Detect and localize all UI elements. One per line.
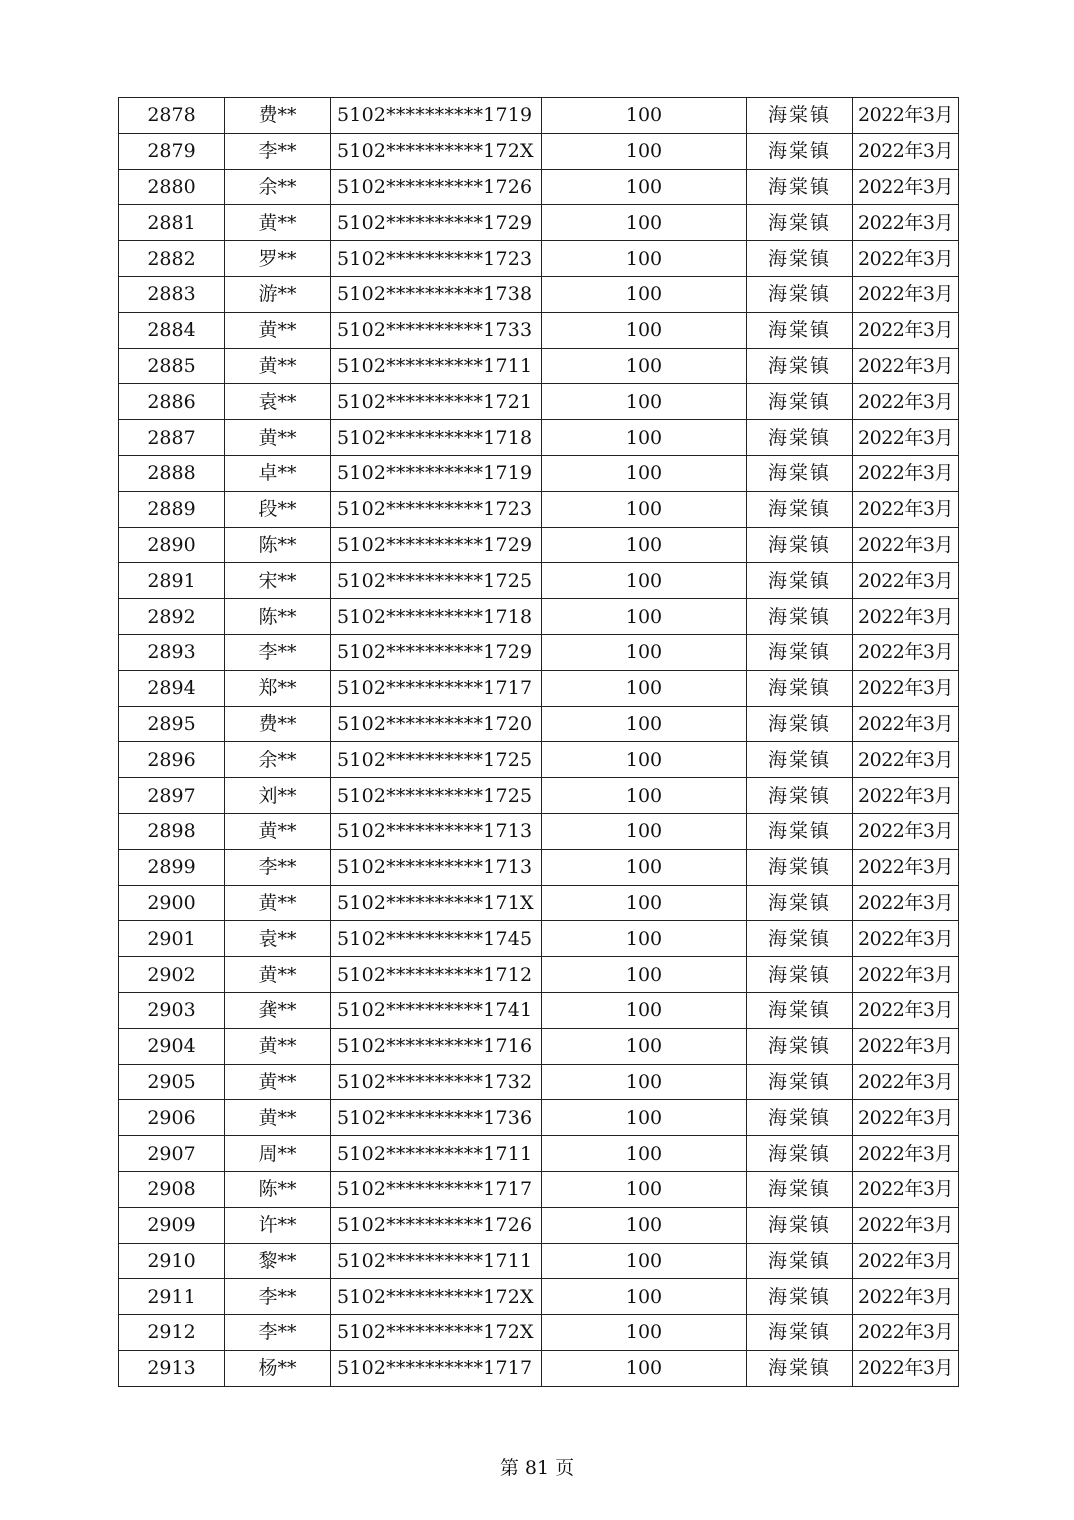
row-id-number-cell: 5102**********1725 — [331, 778, 542, 814]
row-amount-cell: 100 — [542, 706, 747, 742]
row-id-number-cell: 5102**********1720 — [331, 706, 542, 742]
row-seq-cell: 2913 — [119, 1350, 225, 1386]
row-date-cell: 2022年3月 — [853, 491, 959, 527]
row-id-number-cell: 5102**********172X — [331, 1315, 542, 1351]
row-town-cell: 海棠镇 — [747, 599, 853, 635]
row-name-cell: 袁** — [225, 921, 331, 957]
row-name-cell: 余** — [225, 742, 331, 778]
row-town-cell: 海棠镇 — [747, 455, 853, 491]
row-date-cell: 2022年3月 — [853, 1028, 959, 1064]
row-id-number-cell: 5102**********1726 — [331, 1207, 542, 1243]
row-name-cell: 游** — [225, 276, 331, 312]
row-date-cell: 2022年3月 — [853, 276, 959, 312]
row-name-cell: 黄** — [225, 1028, 331, 1064]
row-date-cell: 2022年3月 — [853, 384, 959, 420]
row-name-cell: 黄** — [225, 348, 331, 384]
row-seq-cell: 2881 — [119, 205, 225, 241]
row-town-cell: 海棠镇 — [747, 241, 853, 277]
row-amount-cell: 100 — [542, 1064, 747, 1100]
row-seq-cell: 2902 — [119, 957, 225, 993]
row-name-cell: 黄** — [225, 957, 331, 993]
table-row — [119, 241, 959, 277]
row-amount-cell: 100 — [542, 921, 747, 957]
table-row — [119, 527, 959, 563]
row-name-cell: 黄** — [225, 813, 331, 849]
row-id-number-cell: 5102**********1718 — [331, 420, 542, 456]
table-row — [119, 778, 959, 814]
row-name-cell: 郑** — [225, 670, 331, 706]
table-row — [119, 1064, 959, 1100]
row-amount-cell: 100 — [542, 1100, 747, 1136]
row-town-cell: 海棠镇 — [747, 205, 853, 241]
row-name-cell: 龚** — [225, 992, 331, 1028]
table-row — [119, 670, 959, 706]
row-date-cell: 2022年3月 — [853, 420, 959, 456]
row-id-number-cell: 5102**********172X — [331, 1279, 542, 1315]
row-seq-cell: 2901 — [119, 921, 225, 957]
row-id-number-cell: 5102**********1711 — [331, 1136, 542, 1172]
row-name-cell: 黄** — [225, 885, 331, 921]
row-town-cell: 海棠镇 — [747, 1315, 853, 1351]
row-name-cell: 罗** — [225, 241, 331, 277]
row-id-number-cell: 5102**********1745 — [331, 921, 542, 957]
row-amount-cell: 100 — [542, 1136, 747, 1172]
table-row — [119, 1315, 959, 1351]
row-town-cell: 海棠镇 — [747, 1207, 853, 1243]
row-date-cell: 2022年3月 — [853, 849, 959, 885]
table-row — [119, 276, 959, 312]
row-id-number-cell: 5102**********1726 — [331, 169, 542, 205]
table-row — [119, 455, 959, 491]
row-amount-cell: 100 — [542, 1350, 747, 1386]
row-date-cell: 2022年3月 — [853, 1064, 959, 1100]
row-amount-cell: 100 — [542, 778, 747, 814]
row-seq-cell: 2886 — [119, 384, 225, 420]
row-seq-cell: 2896 — [119, 742, 225, 778]
table-row — [119, 1243, 959, 1279]
row-date-cell: 2022年3月 — [853, 992, 959, 1028]
table-row — [119, 706, 959, 742]
page-number: 第 81 页 — [499, 1457, 575, 1479]
row-town-cell: 海棠镇 — [747, 169, 853, 205]
row-seq-cell: 2879 — [119, 133, 225, 169]
row-name-cell: 余** — [225, 169, 331, 205]
row-name-cell: 袁** — [225, 384, 331, 420]
row-town-cell: 海棠镇 — [747, 706, 853, 742]
row-amount-cell: 100 — [542, 634, 747, 670]
table-row — [119, 992, 959, 1028]
records-table — [118, 97, 959, 1387]
row-town-cell: 海棠镇 — [747, 527, 853, 563]
row-date-cell: 2022年3月 — [853, 527, 959, 563]
table-row — [119, 1100, 959, 1136]
table-row — [119, 921, 959, 957]
table-row — [119, 384, 959, 420]
row-id-number-cell: 5102**********172X — [331, 133, 542, 169]
row-amount-cell: 100 — [542, 1171, 747, 1207]
table-row — [119, 599, 959, 635]
row-amount-cell: 100 — [542, 420, 747, 456]
row-date-cell: 2022年3月 — [853, 1207, 959, 1243]
row-amount-cell: 100 — [542, 133, 747, 169]
row-date-cell: 2022年3月 — [853, 778, 959, 814]
table-row — [119, 1136, 959, 1172]
row-town-cell: 海棠镇 — [747, 634, 853, 670]
row-seq-cell: 2894 — [119, 670, 225, 706]
row-town-cell: 海棠镇 — [747, 957, 853, 993]
row-seq-cell: 2878 — [119, 98, 225, 134]
table-row — [119, 133, 959, 169]
row-id-number-cell: 5102**********1732 — [331, 1064, 542, 1100]
table-row — [119, 634, 959, 670]
row-town-cell: 海棠镇 — [747, 98, 853, 134]
row-town-cell: 海棠镇 — [747, 885, 853, 921]
row-date-cell: 2022年3月 — [853, 706, 959, 742]
row-name-cell: 李** — [225, 133, 331, 169]
row-id-number-cell: 5102**********1711 — [331, 348, 542, 384]
row-name-cell: 黄** — [225, 420, 331, 456]
row-amount-cell: 100 — [542, 312, 747, 348]
row-date-cell: 2022年3月 — [853, 241, 959, 277]
row-name-cell: 李** — [225, 1315, 331, 1351]
row-seq-cell: 2912 — [119, 1315, 225, 1351]
row-town-cell: 海棠镇 — [747, 813, 853, 849]
row-seq-cell: 2903 — [119, 992, 225, 1028]
row-id-number-cell: 5102**********1729 — [331, 527, 542, 563]
row-amount-cell: 100 — [542, 992, 747, 1028]
row-date-cell: 2022年3月 — [853, 205, 959, 241]
row-town-cell: 海棠镇 — [747, 1100, 853, 1136]
row-town-cell: 海棠镇 — [747, 1136, 853, 1172]
row-amount-cell: 100 — [542, 1028, 747, 1064]
row-date-cell: 2022年3月 — [853, 1100, 959, 1136]
row-seq-cell: 2897 — [119, 778, 225, 814]
row-town-cell: 海棠镇 — [747, 384, 853, 420]
row-date-cell: 2022年3月 — [853, 957, 959, 993]
row-seq-cell: 2908 — [119, 1171, 225, 1207]
table-row — [119, 1207, 959, 1243]
row-town-cell: 海棠镇 — [747, 420, 853, 456]
row-name-cell: 陈** — [225, 527, 331, 563]
row-name-cell: 周** — [225, 1136, 331, 1172]
row-name-cell: 李** — [225, 634, 331, 670]
row-seq-cell: 2887 — [119, 420, 225, 456]
row-amount-cell: 100 — [542, 276, 747, 312]
row-seq-cell: 2888 — [119, 455, 225, 491]
row-date-cell: 2022年3月 — [853, 348, 959, 384]
table-row — [119, 1350, 959, 1386]
row-date-cell: 2022年3月 — [853, 921, 959, 957]
row-amount-cell: 100 — [542, 563, 747, 599]
row-date-cell: 2022年3月 — [853, 1315, 959, 1351]
row-amount-cell: 100 — [542, 169, 747, 205]
row-town-cell: 海棠镇 — [747, 670, 853, 706]
row-name-cell: 陈** — [225, 1171, 331, 1207]
table-row — [119, 957, 959, 993]
row-name-cell: 许** — [225, 1207, 331, 1243]
table-row — [119, 348, 959, 384]
row-name-cell: 段** — [225, 491, 331, 527]
row-id-number-cell: 5102**********1736 — [331, 1100, 542, 1136]
row-town-cell: 海棠镇 — [747, 742, 853, 778]
row-town-cell: 海棠镇 — [747, 992, 853, 1028]
table-row — [119, 849, 959, 885]
table-row — [119, 420, 959, 456]
row-amount-cell: 100 — [542, 1315, 747, 1351]
row-seq-cell: 2880 — [119, 169, 225, 205]
row-amount-cell: 100 — [542, 1243, 747, 1279]
row-town-cell: 海棠镇 — [747, 1279, 853, 1315]
row-seq-cell: 2905 — [119, 1064, 225, 1100]
row-id-number-cell: 5102**********1738 — [331, 276, 542, 312]
row-date-cell: 2022年3月 — [853, 1171, 959, 1207]
table-row — [119, 885, 959, 921]
row-amount-cell: 100 — [542, 1207, 747, 1243]
row-name-cell: 李** — [225, 1279, 331, 1315]
row-name-cell: 黎** — [225, 1243, 331, 1279]
row-seq-cell: 2884 — [119, 312, 225, 348]
row-seq-cell: 2910 — [119, 1243, 225, 1279]
row-id-number-cell: 5102**********1719 — [331, 98, 542, 134]
row-seq-cell: 2893 — [119, 634, 225, 670]
row-id-number-cell: 5102**********1717 — [331, 1350, 542, 1386]
row-seq-cell: 2906 — [119, 1100, 225, 1136]
row-date-cell: 2022年3月 — [853, 455, 959, 491]
row-name-cell: 刘** — [225, 778, 331, 814]
table-row — [119, 813, 959, 849]
row-town-cell: 海棠镇 — [747, 563, 853, 599]
row-name-cell: 黄** — [225, 1100, 331, 1136]
row-name-cell: 黄** — [225, 312, 331, 348]
row-id-number-cell: 5102**********1711 — [331, 1243, 542, 1279]
row-id-number-cell: 5102**********1729 — [331, 205, 542, 241]
records-table-body — [119, 98, 959, 1387]
row-seq-cell: 2907 — [119, 1136, 225, 1172]
row-date-cell: 2022年3月 — [853, 599, 959, 635]
row-date-cell: 2022年3月 — [853, 563, 959, 599]
row-seq-cell: 2889 — [119, 491, 225, 527]
row-id-number-cell: 5102**********1717 — [331, 670, 542, 706]
row-seq-cell: 2909 — [119, 1207, 225, 1243]
row-town-cell: 海棠镇 — [747, 1243, 853, 1279]
row-date-cell: 2022年3月 — [853, 813, 959, 849]
row-id-number-cell: 5102**********1741 — [331, 992, 542, 1028]
row-name-cell: 费** — [225, 706, 331, 742]
row-id-number-cell: 5102**********1721 — [331, 384, 542, 420]
row-name-cell: 黄** — [225, 205, 331, 241]
row-town-cell: 海棠镇 — [747, 1350, 853, 1386]
row-name-cell: 陈** — [225, 599, 331, 635]
row-town-cell: 海棠镇 — [747, 348, 853, 384]
row-amount-cell: 100 — [542, 455, 747, 491]
row-date-cell: 2022年3月 — [853, 670, 959, 706]
row-town-cell: 海棠镇 — [747, 1064, 853, 1100]
row-town-cell: 海棠镇 — [747, 1028, 853, 1064]
row-name-cell: 李** — [225, 849, 331, 885]
row-town-cell: 海棠镇 — [747, 312, 853, 348]
row-id-number-cell: 5102**********1712 — [331, 957, 542, 993]
row-amount-cell: 100 — [542, 241, 747, 277]
row-amount-cell: 100 — [542, 1279, 747, 1315]
row-amount-cell: 100 — [542, 670, 747, 706]
table-row — [119, 563, 959, 599]
row-amount-cell: 100 — [542, 813, 747, 849]
table-row — [119, 742, 959, 778]
row-seq-cell: 2890 — [119, 527, 225, 563]
row-id-number-cell: 5102**********1733 — [331, 312, 542, 348]
row-amount-cell: 100 — [542, 348, 747, 384]
table-row — [119, 205, 959, 241]
row-seq-cell: 2892 — [119, 599, 225, 635]
row-date-cell: 2022年3月 — [853, 133, 959, 169]
table-row — [119, 1279, 959, 1315]
row-seq-cell: 2899 — [119, 849, 225, 885]
row-amount-cell: 100 — [542, 599, 747, 635]
row-amount-cell: 100 — [542, 527, 747, 563]
row-amount-cell: 100 — [542, 491, 747, 527]
row-amount-cell: 100 — [542, 849, 747, 885]
row-date-cell: 2022年3月 — [853, 1136, 959, 1172]
row-id-number-cell: 5102**********1713 — [331, 813, 542, 849]
table-row — [119, 312, 959, 348]
row-date-cell: 2022年3月 — [853, 742, 959, 778]
table-row — [119, 1171, 959, 1207]
row-name-cell: 卓** — [225, 455, 331, 491]
row-id-number-cell: 5102**********1713 — [331, 849, 542, 885]
row-town-cell: 海棠镇 — [747, 921, 853, 957]
row-amount-cell: 100 — [542, 384, 747, 420]
row-town-cell: 海棠镇 — [747, 778, 853, 814]
row-id-number-cell: 5102**********1717 — [331, 1171, 542, 1207]
row-name-cell: 宋** — [225, 563, 331, 599]
row-date-cell: 2022年3月 — [853, 98, 959, 134]
row-date-cell: 2022年3月 — [853, 1279, 959, 1315]
row-town-cell: 海棠镇 — [747, 849, 853, 885]
row-id-number-cell: 5102**********1718 — [331, 599, 542, 635]
row-id-number-cell: 5102**********1723 — [331, 491, 542, 527]
row-town-cell: 海棠镇 — [747, 491, 853, 527]
row-seq-cell: 2904 — [119, 1028, 225, 1064]
table-row — [119, 1028, 959, 1064]
row-id-number-cell: 5102**********1725 — [331, 742, 542, 778]
table-row — [119, 491, 959, 527]
row-town-cell: 海棠镇 — [747, 1171, 853, 1207]
row-seq-cell: 2883 — [119, 276, 225, 312]
row-seq-cell: 2882 — [119, 241, 225, 277]
row-date-cell: 2022年3月 — [853, 1243, 959, 1279]
row-date-cell: 2022年3月 — [853, 885, 959, 921]
row-name-cell: 费** — [225, 98, 331, 134]
row-seq-cell: 2911 — [119, 1279, 225, 1315]
row-date-cell: 2022年3月 — [853, 169, 959, 205]
row-id-number-cell: 5102**********171X — [331, 885, 542, 921]
row-id-number-cell: 5102**********1719 — [331, 455, 542, 491]
row-amount-cell: 100 — [542, 742, 747, 778]
row-amount-cell: 100 — [542, 957, 747, 993]
row-seq-cell: 2885 — [119, 348, 225, 384]
row-town-cell: 海棠镇 — [747, 276, 853, 312]
row-id-number-cell: 5102**********1729 — [331, 634, 542, 670]
row-date-cell: 2022年3月 — [853, 312, 959, 348]
row-amount-cell: 100 — [542, 885, 747, 921]
table-row — [119, 169, 959, 205]
row-seq-cell: 2900 — [119, 885, 225, 921]
row-seq-cell: 2891 — [119, 563, 225, 599]
row-amount-cell: 100 — [542, 205, 747, 241]
row-name-cell: 黄** — [225, 1064, 331, 1100]
row-name-cell: 杨** — [225, 1350, 331, 1386]
row-date-cell: 2022年3月 — [853, 634, 959, 670]
row-date-cell: 2022年3月 — [853, 1350, 959, 1386]
table-row — [119, 98, 959, 134]
row-town-cell: 海棠镇 — [747, 133, 853, 169]
row-seq-cell: 2898 — [119, 813, 225, 849]
row-id-number-cell: 5102**********1716 — [331, 1028, 542, 1064]
row-id-number-cell: 5102**********1725 — [331, 563, 542, 599]
row-id-number-cell: 5102**********1723 — [331, 241, 542, 277]
row-amount-cell: 100 — [542, 98, 747, 134]
row-seq-cell: 2895 — [119, 706, 225, 742]
